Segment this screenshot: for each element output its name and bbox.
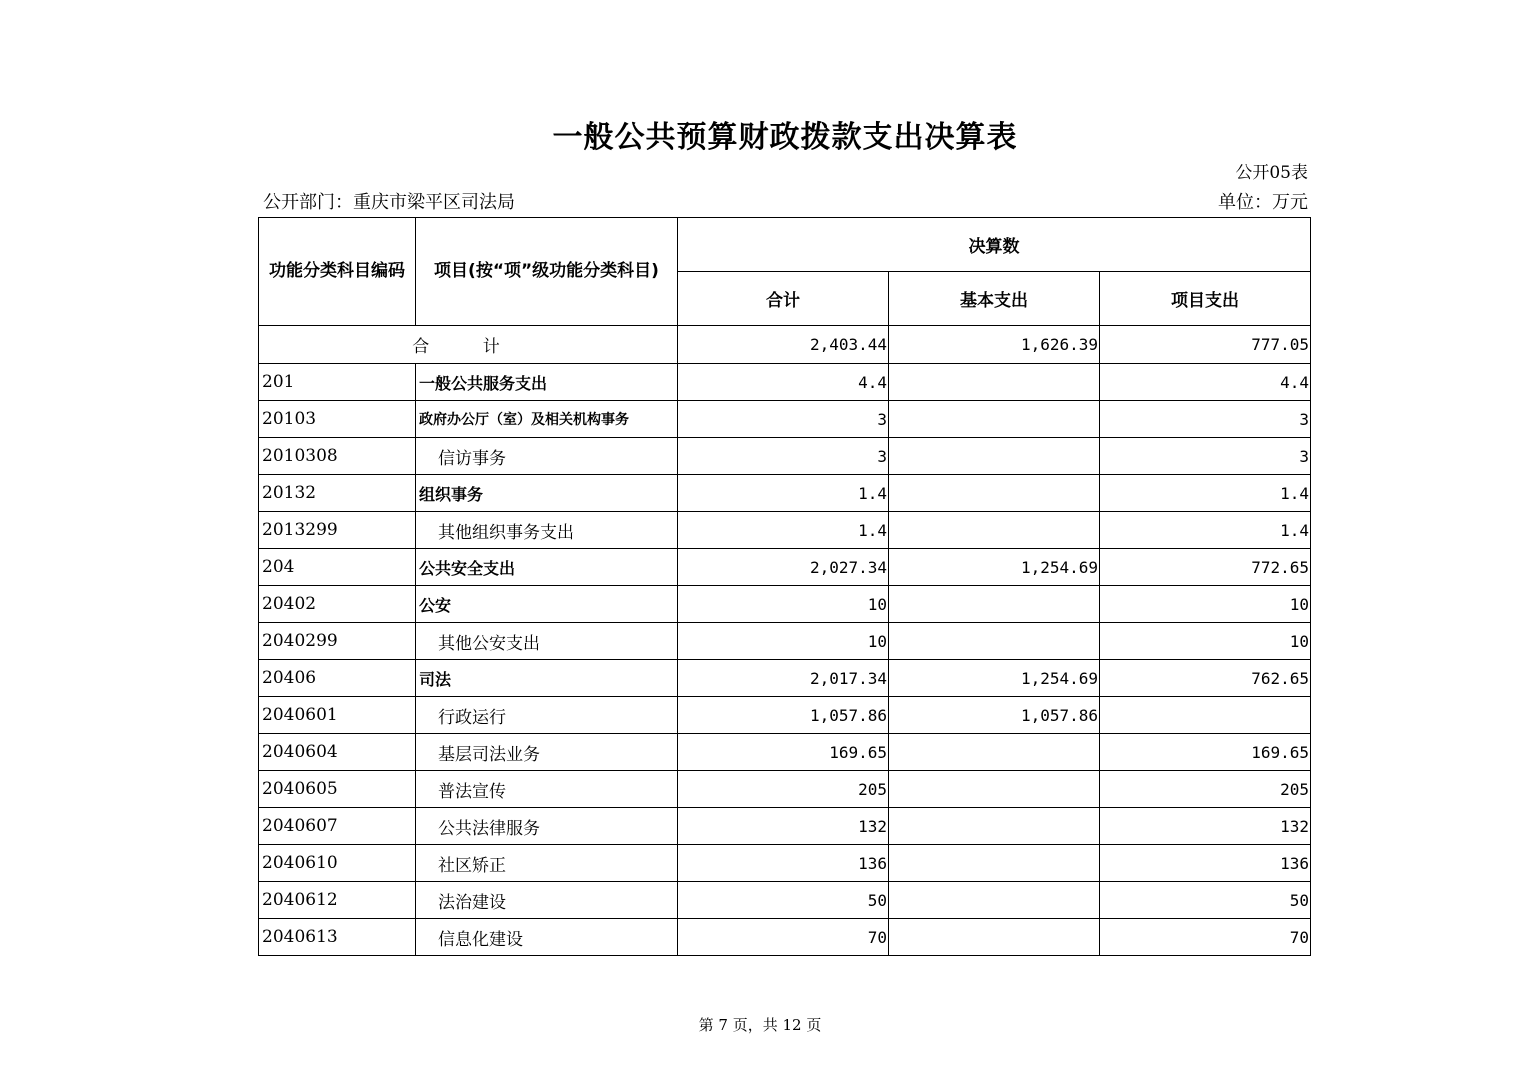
row-code: 20132 <box>259 475 416 512</box>
row-total: 70 <box>678 919 889 956</box>
row-code: 201 <box>259 364 416 401</box>
header-final-amount: 决算数 <box>678 218 1311 272</box>
row-code: 2040604 <box>259 734 416 771</box>
table-row <box>259 549 1311 586</box>
table-row <box>259 771 1311 808</box>
total-project: 777.05 <box>1100 326 1311 364</box>
row-project: 762.65 <box>1100 660 1311 697</box>
total-label: 合 计 <box>259 326 678 364</box>
row-basic: 1,254.69 <box>889 549 1100 586</box>
unit-label: 单位：万元 <box>1218 192 1308 213</box>
row-basic <box>889 771 1100 808</box>
row-total: 132 <box>678 808 889 845</box>
row-total: 169.65 <box>678 734 889 771</box>
header-project: 项目支出 <box>1100 272 1311 326</box>
row-item-name: 公共法律服务 <box>416 808 678 845</box>
row-item-name: 行政运行 <box>416 697 678 734</box>
row-project: 1.4 <box>1100 512 1311 549</box>
row-code: 2040613 <box>259 919 416 956</box>
table-row <box>259 512 1311 549</box>
row-total: 205 <box>678 771 889 808</box>
row-item-name: 信息化建设 <box>416 919 678 956</box>
row-total: 136 <box>678 845 889 882</box>
row-code: 20103 <box>259 401 416 438</box>
row-code: 20406 <box>259 660 416 697</box>
table-row <box>259 475 1311 512</box>
row-total: 50 <box>678 882 889 919</box>
row-basic <box>889 845 1100 882</box>
row-code: 204 <box>259 549 416 586</box>
row-code: 20402 <box>259 586 416 623</box>
row-basic <box>889 438 1100 475</box>
row-project: 10 <box>1100 586 1311 623</box>
total-basic: 1,626.39 <box>889 326 1100 364</box>
row-basic <box>889 512 1100 549</box>
row-project: 50 <box>1100 882 1311 919</box>
row-item-name: 其他公安支出 <box>416 623 678 660</box>
row-item-name: 政府办公厅（室）及相关机构事务 <box>416 401 678 438</box>
row-basic <box>889 882 1100 919</box>
row-total: 2,027.34 <box>678 549 889 586</box>
header-total: 合计 <box>678 272 889 326</box>
row-item-name: 公安 <box>416 586 678 623</box>
row-project: 3 <box>1100 401 1311 438</box>
row-project <box>1100 697 1311 734</box>
table-row <box>259 660 1311 697</box>
header-code: 功能分类科目编码 <box>259 218 416 326</box>
row-code: 2040610 <box>259 845 416 882</box>
table-row <box>259 364 1311 401</box>
row-total: 4.4 <box>678 364 889 401</box>
row-item-name: 普法宣传 <box>416 771 678 808</box>
table-row <box>259 697 1311 734</box>
row-basic <box>889 364 1100 401</box>
row-basic <box>889 808 1100 845</box>
row-total: 1.4 <box>678 512 889 549</box>
row-total: 1.4 <box>678 475 889 512</box>
table-row <box>259 401 1311 438</box>
row-code: 2010308 <box>259 438 416 475</box>
row-project: 10 <box>1100 623 1311 660</box>
row-code: 2040299 <box>259 623 416 660</box>
row-code: 2013299 <box>259 512 416 549</box>
row-project: 3 <box>1100 438 1311 475</box>
row-project: 1.4 <box>1100 475 1311 512</box>
header-item: 项目(按“项”级功能分类科目) <box>416 218 678 326</box>
row-project: 169.65 <box>1100 734 1311 771</box>
row-item-name: 其他组织事务支出 <box>416 512 678 549</box>
table-row <box>259 734 1311 771</box>
row-basic: 1,057.86 <box>889 697 1100 734</box>
row-basic <box>889 475 1100 512</box>
row-total: 2,017.34 <box>678 660 889 697</box>
row-project: 772.65 <box>1100 549 1311 586</box>
table-row <box>259 882 1311 919</box>
row-item-name: 信访事务 <box>416 438 678 475</box>
form-number: 公开05表 <box>1235 163 1308 183</box>
row-item-name: 基层司法业务 <box>416 734 678 771</box>
row-project: 4.4 <box>1100 364 1311 401</box>
table-row <box>259 586 1311 623</box>
header-basic: 基本支出 <box>889 272 1100 326</box>
row-item-name: 法治建设 <box>416 882 678 919</box>
row-total: 3 <box>678 401 889 438</box>
page-title: 一般公共预算财政拨款支出决算表 <box>552 120 1018 155</box>
row-basic <box>889 734 1100 771</box>
row-total: 1,057.86 <box>678 697 889 734</box>
row-project: 136 <box>1100 845 1311 882</box>
table-row <box>259 919 1311 956</box>
row-code: 2040605 <box>259 771 416 808</box>
total-row <box>259 326 1311 364</box>
row-basic <box>889 919 1100 956</box>
total-amount: 2,403.44 <box>678 326 889 364</box>
table-row <box>259 808 1311 845</box>
row-basic <box>889 623 1100 660</box>
row-code: 2040601 <box>259 697 416 734</box>
table-row <box>259 623 1311 660</box>
table-row <box>259 438 1311 475</box>
row-item-name: 一般公共服务支出 <box>416 364 678 401</box>
row-project: 205 <box>1100 771 1311 808</box>
row-basic <box>889 586 1100 623</box>
row-code: 2040612 <box>259 882 416 919</box>
department-label: 公开部门：重庆市梁平区司法局 <box>263 192 515 213</box>
row-item-name: 社区矫正 <box>416 845 678 882</box>
row-total: 10 <box>678 586 889 623</box>
row-total: 10 <box>678 623 889 660</box>
page-footer: 第 7 页，共 12 页 <box>698 1016 822 1034</box>
row-item-name: 司法 <box>416 660 678 697</box>
row-item-name: 组织事务 <box>416 475 678 512</box>
table-row <box>259 845 1311 882</box>
row-basic <box>889 401 1100 438</box>
expenditure-table <box>258 217 1311 956</box>
row-project: 132 <box>1100 808 1311 845</box>
row-item-name: 公共安全支出 <box>416 549 678 586</box>
row-project: 70 <box>1100 919 1311 956</box>
row-code: 2040607 <box>259 808 416 845</box>
row-total: 3 <box>678 438 889 475</box>
row-basic: 1,254.69 <box>889 660 1100 697</box>
